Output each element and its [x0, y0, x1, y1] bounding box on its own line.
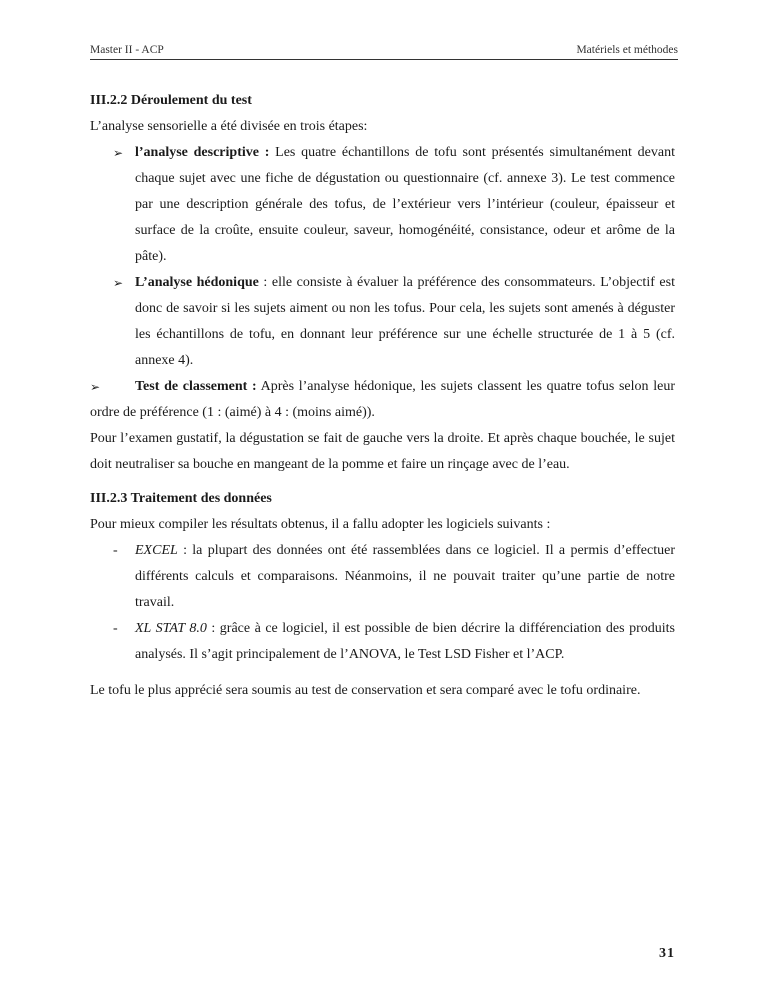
- page-header: [90, 43, 678, 60]
- list-item: [90, 538, 675, 616]
- bullet-term: l’analyse descriptive :: [135, 145, 270, 160]
- paragraph-conclusion: Le tofu le plus apprécié sera soumis au test de conservation et sera comparé avec le tofu ordinaire.: [90, 683, 641, 698]
- header-left: Master II - ACP: [90, 44, 164, 56]
- paragraph-examen-gustatif: Pour l’examen gustatif, la dégustation se fait de gauche vers la droite. Et après chaque bouchée, le sujet doit neutraliser sa bouche en mangeant de la pomme et faire un rinçage avec de l’eau.: [90, 431, 675, 472]
- dash-bullet-icon: -: [113, 543, 118, 558]
- section-intro: Pour mieux compiler les résultats obtenus, il a fallu adopter les logiciels suivants :: [90, 517, 551, 532]
- section-title-deroulement: III.2.2 Déroulement du test: [90, 93, 252, 108]
- software-text: : grâce à ce logiciel, il est possible de bien décrire la différenciation des produits analysés. Il s’agit principalement de l’ANOVA, le Test LSD Fisher et l’ACP.: [135, 621, 675, 662]
- bullet-term: L’analyse hédonique: [135, 275, 259, 290]
- software-name: EXCEL: [135, 543, 178, 558]
- dash-bullet-icon: -: [113, 621, 118, 636]
- page-number: 31: [659, 946, 675, 961]
- header-right: Matériels et méthodes: [576, 44, 678, 56]
- arrow-bullet-icon: ➢: [90, 380, 101, 394]
- bullet-text: Après l’analyse hédonique, les sujets classent les quatre tofus selon leur ordre de préférence (1 : (aimé) à 4 : (moins aimé)).: [90, 379, 676, 420]
- document-body: [90, 88, 675, 704]
- list-item: [90, 140, 675, 270]
- bullet-text: Les quatre échantillons de tofu sont présentés simultanément devant chaque sujet avec une fiche de dégustation ou questionnaire (cf. annexe 3). Le test commence par une description générale des tofus, de l’extérieur vers l’intérieur (couleur, épaisseur et surface de la croûte, ensuite couleur, saveur, homogénéité, consistance, odeur et arôme de la pâte).: [135, 145, 675, 264]
- section-intro: L’analyse sensorielle a été divisée en trois étapes:: [90, 119, 368, 134]
- bullet-term: Test de classement :: [135, 379, 257, 394]
- software-name: XL STAT 8.0: [135, 621, 207, 636]
- arrow-bullet-icon: ➢: [113, 276, 124, 290]
- section-title-traitement: III.2.3 Traitement des données: [90, 491, 272, 506]
- bullet-text: : elle consiste à évaluer la préférence des consommateurs. L’objectif est donc de savoir si les sujets aiment ou non les tofus. Pour cela, les sujets sont amenés à déguster les échantillons de tofu, en donnant leur préférence sur une échelle structurée de 1 à 5 (cf. annexe 4).: [135, 275, 675, 368]
- list-item: [90, 374, 675, 426]
- arrow-bullet-icon: ➢: [113, 146, 124, 160]
- software-text: : la plupart des données ont été rassemblées dans ce logiciel. Il a permis d’effectuer différents calculs et comparaisons. Néanmoins, il ne pouvait traiter qu’une partie de notre travail.: [135, 543, 675, 610]
- list-item: [90, 616, 675, 668]
- list-item: [90, 270, 675, 374]
